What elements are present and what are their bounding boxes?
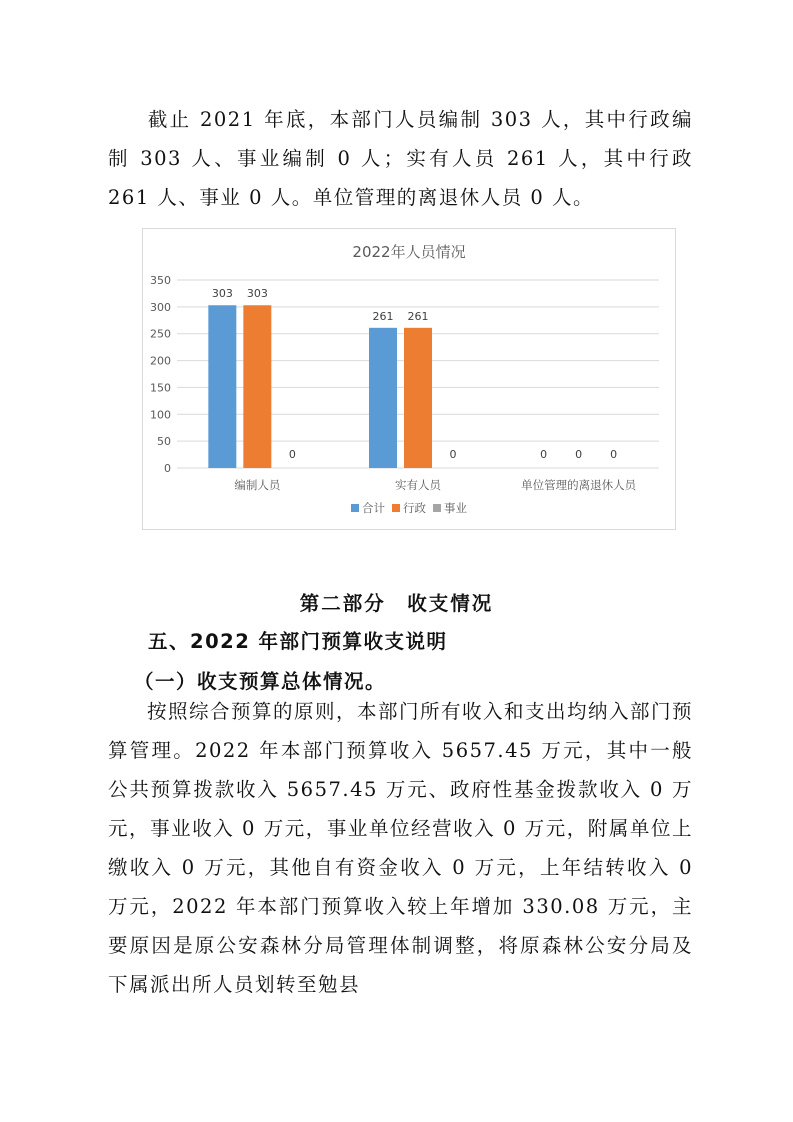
y-tick-label: 0 (164, 462, 171, 475)
bar-行政 (243, 305, 271, 468)
y-tick-label: 350 (150, 274, 171, 287)
y-tick-label: 250 (150, 327, 171, 341)
y-tick-label: 100 (150, 408, 171, 422)
staff-chart (142, 228, 676, 530)
legend-label: 事业 (444, 501, 467, 515)
staffing-text: 截止 2021 年底，本部门人员编制 303 人，其中行政编制 303 人、事业编制 0 人；实有人员 261 人，其中行政 261 人、事业 0 人。单位管理的离退休人员 0 人。 (108, 108, 693, 209)
data-label: 261 (372, 309, 394, 323)
data-label: 0 (540, 448, 548, 461)
bar-合计 (369, 328, 397, 468)
budget-text: 按照综合预算的原则，本部门所有收入和支出均纳入部门预算管理。2022 年本部门预算收入 5657.45 万元，其中一般公共预算拨款收入 5657.45 万元、政府性基金拨款收入 0 万元，事业收入 0 万元，事业单位经营收入 0 万元，附属单位上缴收入 0 万元，其他自有资金收入 0 万元，上年结转收入 0 万元，2022 年本部门预算收入较上年增加 330.08 万元，主要原因是原公安森林分局管理体制调整，将原森林公安分局及下属派出所人员划转至勉县 (108, 700, 694, 996)
legend-swatch-合计 (351, 504, 359, 512)
chart-canvas (143, 229, 675, 529)
bar-行政 (404, 328, 432, 468)
staffing-paragraph (108, 100, 693, 217)
legend-swatch-事业 (433, 504, 441, 512)
heading-overall-budget: （一）收支预算总体情况。 (134, 670, 387, 693)
legend-label: 行政 (403, 501, 426, 515)
x-category-label: 单位管理的离退休人员 (521, 478, 637, 492)
bar-合计 (208, 305, 236, 468)
legend-swatch-行政 (392, 504, 400, 512)
x-category-label: 编制人员 (234, 478, 281, 492)
y-tick-label: 50 (157, 435, 171, 449)
y-tick-label: 300 (150, 300, 171, 314)
budget-paragraph (108, 692, 693, 1004)
data-label: 0 (575, 448, 583, 461)
data-label: 0 (449, 448, 457, 461)
heading-budget-explanation: 五、2022 年部门预算收支说明 (148, 630, 448, 653)
data-label: 261 (407, 309, 429, 323)
y-tick-label: 150 (150, 381, 171, 395)
section-title: 第二部分 收支情况 (299, 592, 494, 615)
chart-title: 2022年人员情况 (352, 243, 466, 261)
data-label: 0 (288, 448, 296, 461)
data-label: 303 (246, 287, 268, 301)
data-label: 0 (610, 448, 618, 461)
y-tick-label: 200 (150, 354, 171, 368)
x-category-label: 实有人员 (395, 478, 441, 492)
data-label: 303 (211, 287, 233, 301)
legend-label: 合计 (362, 501, 385, 515)
